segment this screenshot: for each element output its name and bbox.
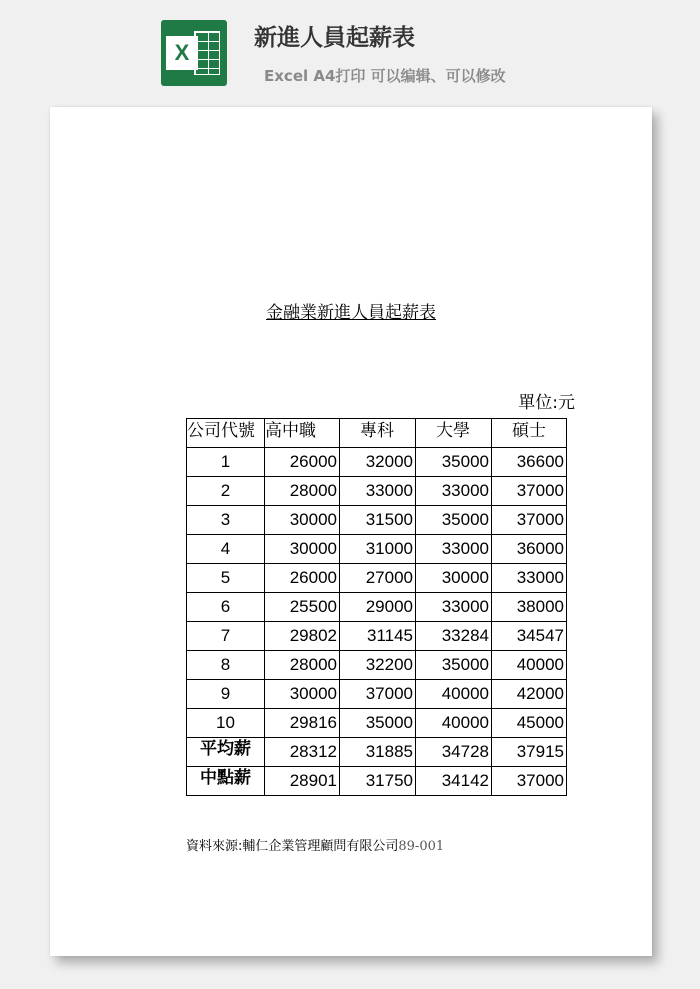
salary-cell: 37915 <box>492 738 567 767</box>
salary-cell: 37000 <box>492 477 567 506</box>
salary-cell: 28000 <box>265 651 340 680</box>
salary-cell: 26000 <box>265 564 340 593</box>
salary-cell: 37000 <box>492 506 567 535</box>
table-row <box>187 622 567 651</box>
salary-cell: 30000 <box>416 564 492 593</box>
salary-cell: 40000 <box>416 680 492 709</box>
salary-cell: 28312 <box>265 738 340 767</box>
excel-icon <box>161 20 227 86</box>
table-row <box>187 593 567 622</box>
sheet-title: 金融業新進人員起薪表 <box>266 303 436 323</box>
table-row <box>187 535 567 564</box>
header <box>0 0 700 100</box>
company-code-cell: 8 <box>187 651 265 680</box>
column-header: 專科 <box>340 419 416 448</box>
salary-cell: 37000 <box>492 767 567 796</box>
company-code-cell: 4 <box>187 535 265 564</box>
company-code-cell: 9 <box>187 680 265 709</box>
salary-cell: 32000 <box>340 448 416 477</box>
salary-cell: 33000 <box>340 477 416 506</box>
table-row <box>187 738 567 767</box>
salary-cell: 33000 <box>416 535 492 564</box>
salary-cell: 35000 <box>416 448 492 477</box>
table-row <box>187 477 567 506</box>
salary-cell: 37000 <box>340 680 416 709</box>
salary-cell: 31750 <box>340 767 416 796</box>
salary-cell: 38000 <box>492 593 567 622</box>
company-code-cell: 1 <box>187 448 265 477</box>
salary-cell: 30000 <box>265 535 340 564</box>
salary-cell: 28901 <box>265 767 340 796</box>
salary-cell: 40000 <box>416 709 492 738</box>
salary-table <box>186 418 567 796</box>
paper-sheet <box>50 107 652 956</box>
company-code-cell: 10 <box>187 709 265 738</box>
column-header: 碩士 <box>492 419 567 448</box>
company-code-cell: 5 <box>187 564 265 593</box>
table-row <box>187 448 567 477</box>
column-header: 公司代號 <box>187 419 265 448</box>
salary-cell: 33000 <box>492 564 567 593</box>
table-row <box>187 767 567 796</box>
salary-cell: 29816 <box>265 709 340 738</box>
company-code-cell: 7 <box>187 622 265 651</box>
salary-cell: 34547 <box>492 622 567 651</box>
salary-cell: 27000 <box>340 564 416 593</box>
salary-cell: 31145 <box>340 622 416 651</box>
salary-cell: 25500 <box>265 593 340 622</box>
unit-label: 單位:元 <box>518 393 575 413</box>
salary-cell: 34728 <box>416 738 492 767</box>
salary-cell: 33284 <box>416 622 492 651</box>
salary-cell: 29000 <box>340 593 416 622</box>
salary-cell: 40000 <box>492 651 567 680</box>
excel-icon-letter: X <box>166 36 198 70</box>
table-header-row <box>187 419 567 448</box>
source-code: 89-001 <box>398 839 445 854</box>
salary-cell: 42000 <box>492 680 567 709</box>
company-code-cell: 2 <box>187 477 265 506</box>
source-label: 資料來源:輔仁企業管理顧問有限公司 <box>186 839 399 854</box>
salary-cell: 36000 <box>492 535 567 564</box>
table-row <box>187 709 567 738</box>
table-row <box>187 564 567 593</box>
table-row <box>187 651 567 680</box>
salary-cell: 45000 <box>492 709 567 738</box>
source-note <box>186 835 444 854</box>
salary-cell: 30000 <box>265 506 340 535</box>
salary-cell: 34142 <box>416 767 492 796</box>
salary-cell: 31500 <box>340 506 416 535</box>
salary-cell: 30000 <box>265 680 340 709</box>
table-row <box>187 680 567 709</box>
salary-cell: 36600 <box>492 448 567 477</box>
company-code-cell: 3 <box>187 506 265 535</box>
table-body <box>187 448 567 796</box>
salary-cell: 35000 <box>340 709 416 738</box>
column-header: 大學 <box>416 419 492 448</box>
salary-cell: 32200 <box>340 651 416 680</box>
company-code-cell: 平均薪 <box>187 738 265 767</box>
salary-cell: 29802 <box>265 622 340 651</box>
salary-cell: 28000 <box>265 477 340 506</box>
salary-cell: 31000 <box>340 535 416 564</box>
salary-cell: 33000 <box>416 477 492 506</box>
salary-cell: 35000 <box>416 506 492 535</box>
column-header: 高中職 <box>265 419 340 448</box>
salary-cell: 26000 <box>265 448 340 477</box>
salary-cell: 31885 <box>340 738 416 767</box>
table-row <box>187 506 567 535</box>
salary-cell: 33000 <box>416 593 492 622</box>
document-title: 新進人員起薪表 <box>254 25 415 51</box>
company-code-cell: 6 <box>187 593 265 622</box>
document-subtitle: Excel A4打印 可以编辑、可以修改 <box>264 67 506 85</box>
company-code-cell: 中點薪 <box>187 767 265 796</box>
salary-cell: 35000 <box>416 651 492 680</box>
